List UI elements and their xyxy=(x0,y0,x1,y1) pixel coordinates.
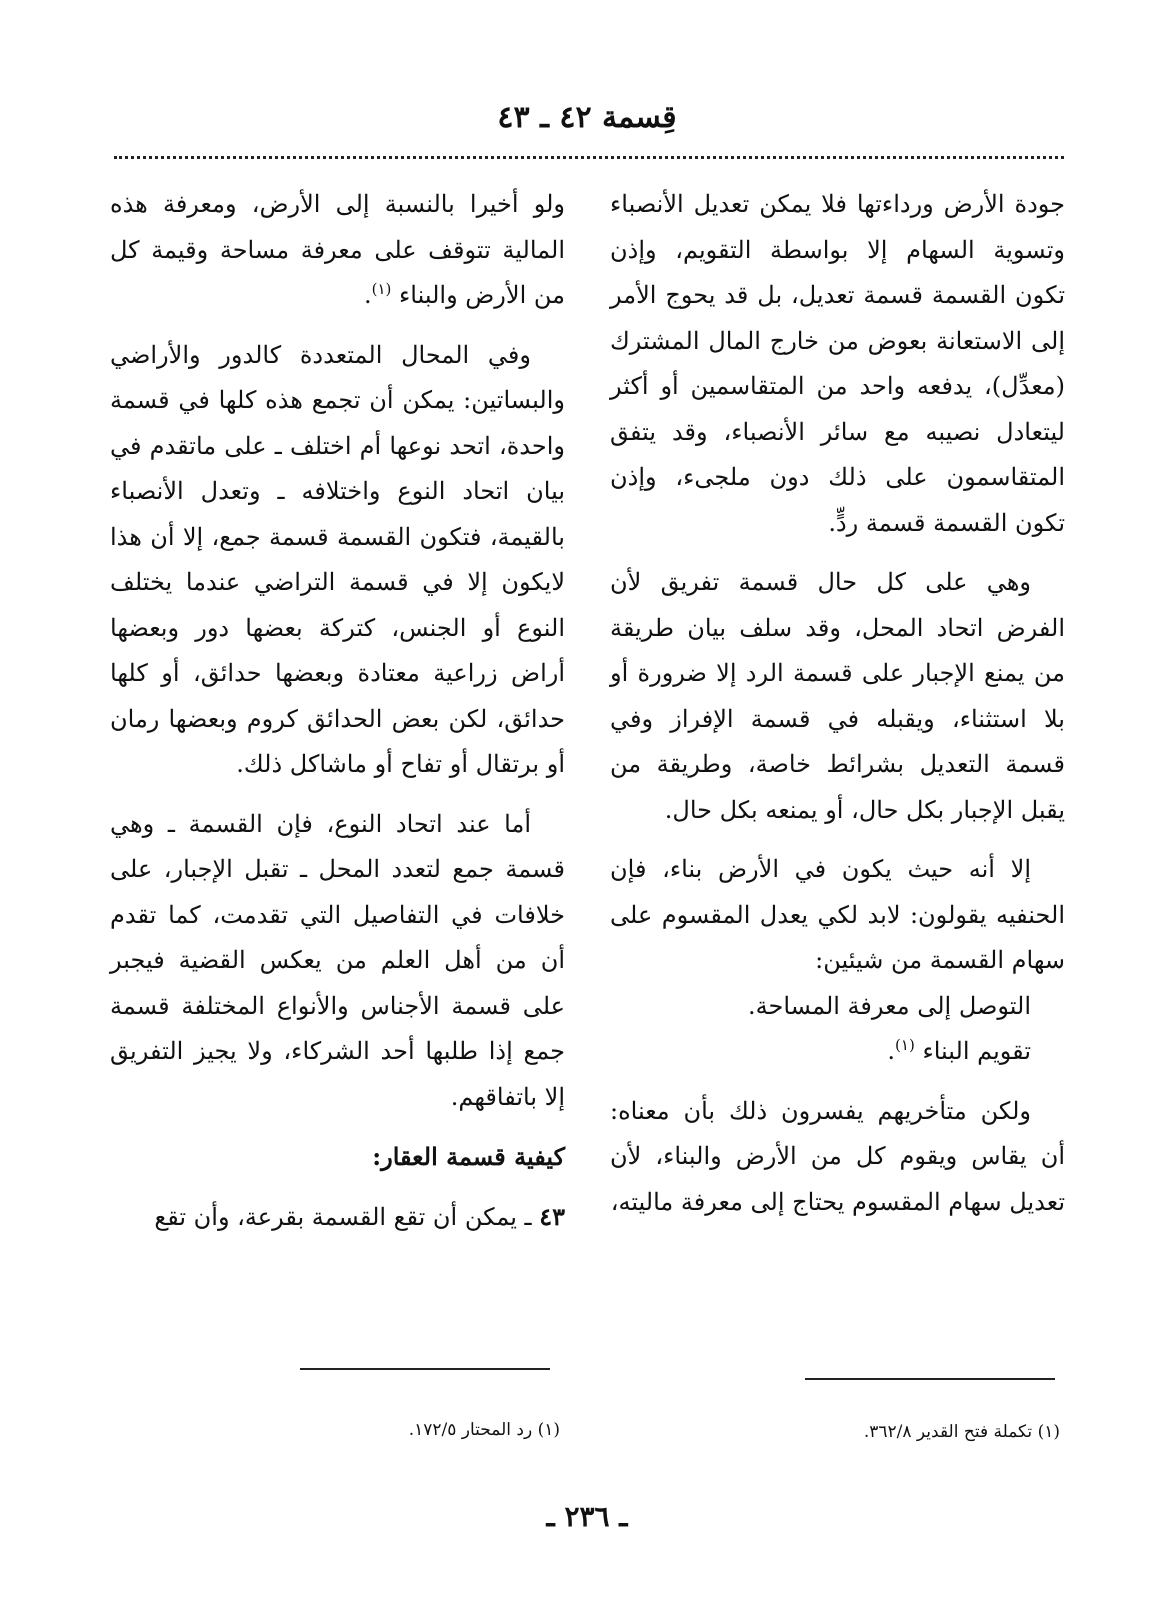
paragraph xyxy=(610,847,1065,984)
paragraph xyxy=(110,1194,565,1241)
footnote-reference: (١) xyxy=(371,280,392,298)
paragraph: جودة الأرض ورداءتها فلا يمكن تعديل الأنصباء وتسوية السهام إلا بواسطة التقويم، وإذن تكون القسمة قسمة تعديل، بل قد يحوج الأمر إلى الاستعانة بعوض من خارج المال المشترك (معدِّل)، يدفعه واحد من المتقاسمين أو أكثر ليتعادل نصيبه مع سائر الأنصباء، وقد يتفق المتقاسمون على ذلك دون ملجىء، وإذن تكون القسمة قسمة ردٍّ. xyxy=(610,190,1065,537)
header-dotted-rule xyxy=(114,156,1064,159)
footnote-rule xyxy=(805,1378,1055,1380)
footnote: (١) رد المحتار ١٧٢/٥. xyxy=(408,1420,560,1440)
section-number: ٤٣ xyxy=(539,1201,565,1231)
list-item-text: تقويم البناء xyxy=(922,1037,1031,1065)
paragraph: وهي على كل حال قسمة تفريق لأن الفرض اتحاد المحل، وقد سلف بيان طريقة من يمنع الإجبار على قسمة الرد إلا ضرورة أو بلا استثناء، ويقبله في قسمة الإفراز وفي قسمة التعديل بشرائط خاصة، وطريقة من يقبل الإجبار بكل حال، أو يمنعه بكل حال. xyxy=(610,568,1065,824)
footnote-rule xyxy=(300,1368,550,1370)
right-column xyxy=(610,182,1065,1239)
section-heading: كيفية قسمة العقار: xyxy=(372,1142,565,1171)
left-column xyxy=(110,182,565,1254)
paragraph: أما عند اتحاد النوع، فإن القسمة ـ وهي قسمة جمع لتعدد المحل ـ تقبل الإجبار، على خلافات في التفاصيل التي تقدمت، كما تقدم أن من أهل العلم من يعكس القضية فيجبر على قسمة الأجناس والأنواع المختلفة قسمة جمع إذا طلبها أحد الشركاء، ولا يجيز التفريق إلا باتفاقهم. xyxy=(110,809,565,1111)
paragraph: ولكن متأخريهم يفسرون ذلك بأن معناه: أن يقاس ويقوم كل من الأرض والبناء، لأن تعديل سهام المقسوم يحتاج إلى معرفة ماليته، xyxy=(610,1096,1065,1216)
page-number: ـ ٢٣٦ ـ xyxy=(546,1500,628,1533)
paragraph-text: ـ يمكن أن تقع القسمة بقرعة، وأن تقع xyxy=(154,1202,532,1231)
paragraph-text: إلا أنه حيث يكون في الأرض بناء، فإن الحنفيه يقولون: لابد لكي يعدل المقسوم على سهام القسمة من شيئين: xyxy=(610,855,1065,974)
page-header: قِسمة ٤٢ ـ ٤٣ xyxy=(497,100,677,135)
list-item: تقويم البناء $^{(١)}$. xyxy=(887,1036,1031,1065)
list-item: التوصل إلى معرفة المساحة. xyxy=(748,991,1031,1020)
paragraph: وفي المحال المتعددة كالدور والأراضي والبساتين: يمكن أن تجمع هذه كلها في قسمة واحدة، اتحد نوعها أم اختلف ـ على ماتقدم في بيان اتحاد النوع واختلافه ـ وتعدل الأنصباء بالقيمة، فتكون القسمة قسمة جمع، إلا أن هذا لايكون إلا في قسمة التراضي عندما يختلف النوع أو الجنس، كتركة بعضها دور وبعضها أراض زراعية معتادة وبعضها حدائق، أو كلها حدائق، لكن بعض الحدائق كروم وبعضها رمان أو برتقال أو تفاح أو ماشاكل ذلك. xyxy=(110,340,565,778)
paragraph-text: ولو أخيرا بالنسبة إلى الأرض، ومعرفة هذه المالية تتوقف على معرفة مساحة وقيمة كل من الأرض والبناء xyxy=(110,190,565,309)
footnote-reference: (١) xyxy=(895,1036,915,1054)
footnote: (١) تكملة فتح القدير ٣٦٢/٨. xyxy=(863,1422,1060,1442)
paragraph: ولو أخيرا بالنسبة إلى الأرض، ومعرفة هذه المالية تتوقف على معرفة مساحة وقيمة كل من الأرض والبناء $^{(١)}$. xyxy=(110,190,565,309)
